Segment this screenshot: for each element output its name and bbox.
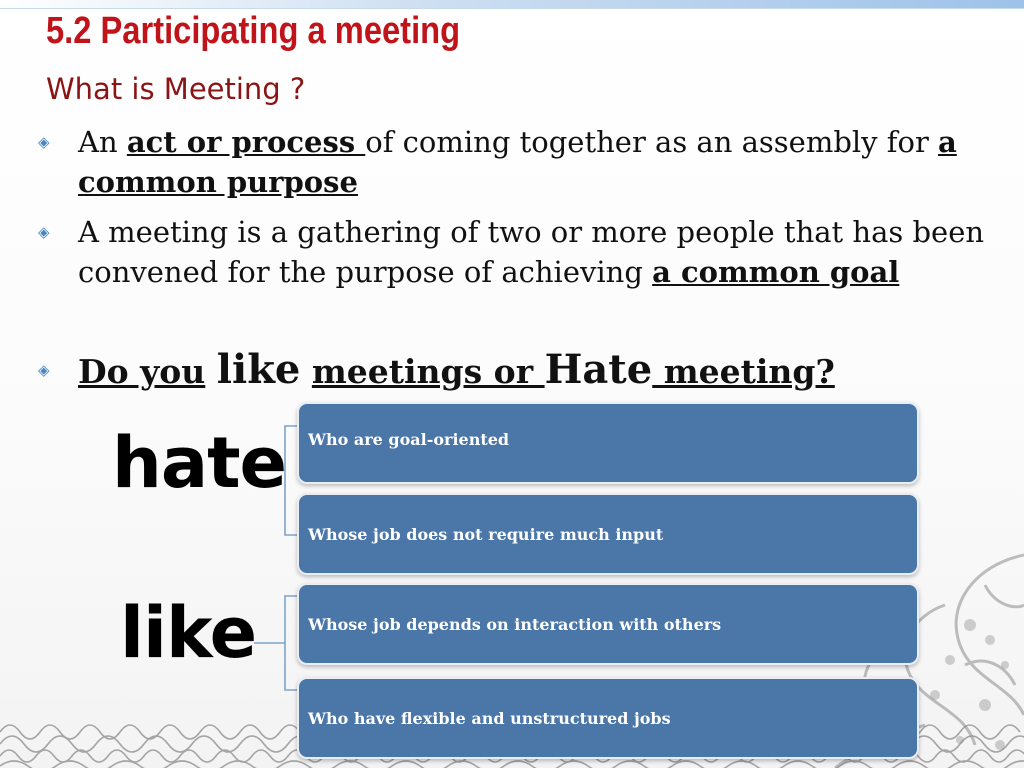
bullet-item-definition xyxy=(38,122,1018,202)
bullet-text: of coming together as an assembly for xyxy=(365,125,939,159)
bullet-term: a common goal xyxy=(652,255,900,289)
question-part: Do you xyxy=(78,352,206,391)
hate-label: hate xyxy=(112,422,287,504)
diamond-bullet-icon: ◈ xyxy=(38,361,50,379)
hate-item-text: Whose job does not require much input xyxy=(308,524,664,544)
hate-item-text: Who are goal-oriented xyxy=(308,429,510,449)
bullet-text: An xyxy=(78,125,127,159)
question-line xyxy=(78,346,835,393)
top-accent-bar xyxy=(0,0,1024,8)
question-part xyxy=(205,352,217,391)
top-accent-line xyxy=(0,8,1024,9)
bullet-term: act or process xyxy=(126,125,366,159)
bullet-item-question xyxy=(38,346,1018,393)
bullet-term: a common purpose xyxy=(78,125,957,199)
like-item-box xyxy=(297,583,919,665)
like-item-box xyxy=(297,677,919,759)
diamond-bullet-icon: ◈ xyxy=(38,223,50,241)
question-part: meeting? xyxy=(652,352,835,391)
question-part: Hate xyxy=(544,346,653,393)
hate-item-box xyxy=(297,402,919,484)
bullet-item-gathering xyxy=(38,212,1018,292)
question-part: meetings or xyxy=(311,352,545,391)
like-item-text: Who have flexible and unstructured jobs xyxy=(308,708,671,728)
like-item-text: Whose job depends on interaction with others xyxy=(308,614,722,634)
bullet-text: A meeting is a gathering of two or more people that has been convened for the purpose of achieving xyxy=(78,215,985,289)
question-part xyxy=(300,352,312,391)
hate-item-box xyxy=(297,493,919,575)
question-part: like xyxy=(216,346,301,393)
slide-title: 5.2 Participating a meeting xyxy=(46,10,461,52)
slide-subtitle: What is Meeting ? xyxy=(46,72,306,106)
like-label: like xyxy=(120,592,257,674)
diamond-bullet-icon: ◈ xyxy=(38,133,50,151)
